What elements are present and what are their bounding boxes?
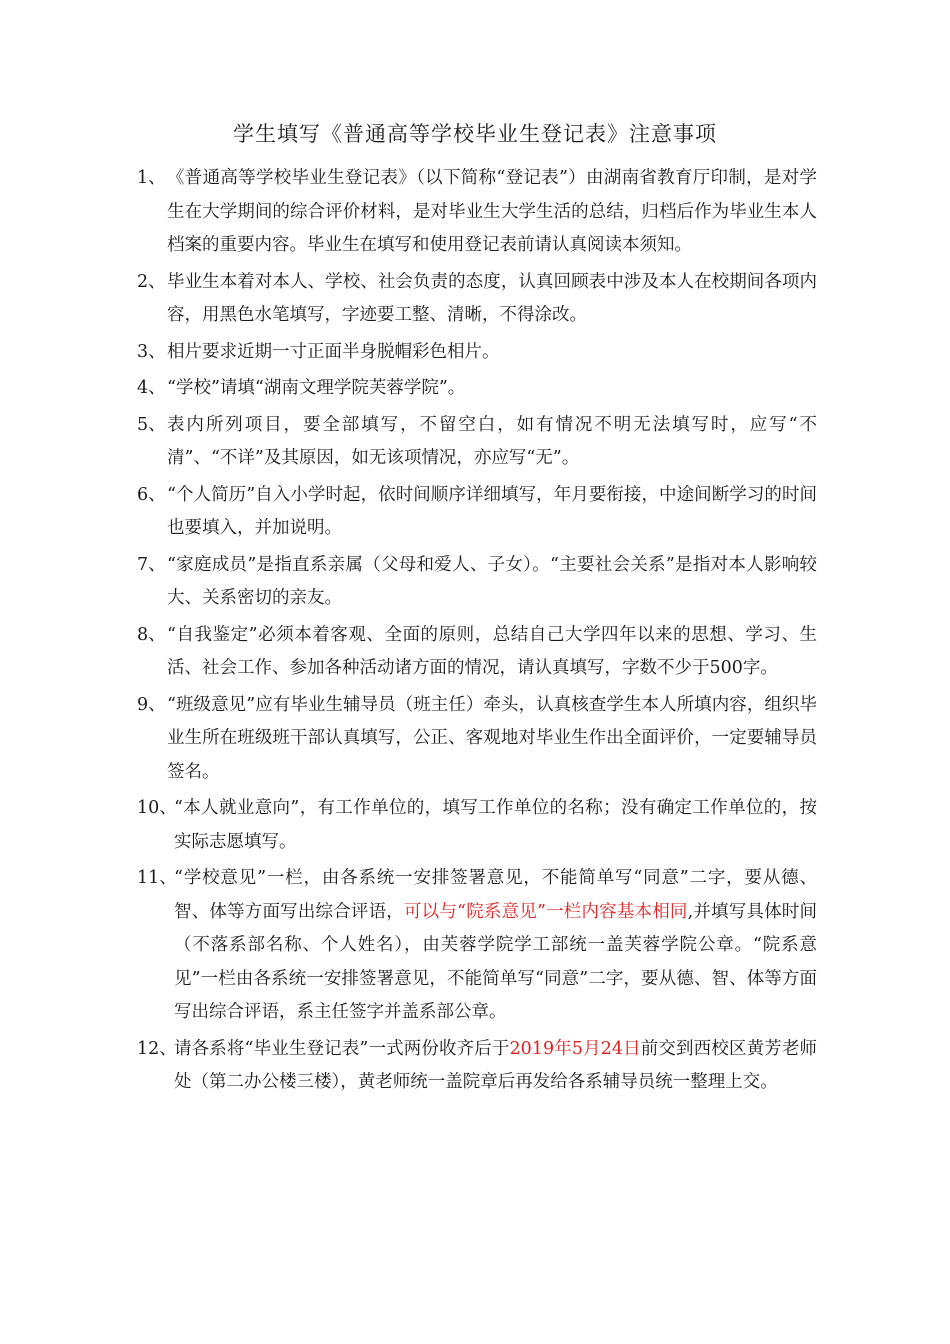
item-text: “学校意见”一栏，由各系统一安排签署意见，不能简单写“同意”二字，要从德、智、体等方面写出综合评语，	[174, 868, 817, 922]
item-number: 4、	[137, 378, 166, 398]
page-title: 学生填写《普通高等学校毕业生登记表》注意事项	[233, 122, 717, 146]
item-text: “学校”请填“湖南文理学院芙蓉学院”。	[167, 378, 466, 398]
item-text: “家庭成员”是指直系亲属（父母和爱人、子女）。“主要社会关系”是指对本人影响较大、关系密切的亲友。	[167, 554, 817, 608]
item-text: “个人简历”自入小学时起，依时间顺序详细填写，年月要衔接，中途间断学习的时间也要填入，并加说明。	[167, 484, 817, 538]
highlighted-date: 2019年5月24日	[509, 1038, 641, 1059]
item-text: “班级意见”应有毕业生辅导员（班主任）牵头，认真核查学生本人所填内容，组织毕业生所在班级班干部认真填写，公正、客观地对毕业生作出全面评价，一定要辅导员签名。	[167, 694, 817, 782]
item-text: 请各系将“毕业生登记表”一式两份收齐后于	[174, 1038, 510, 1059]
item-number: 8、	[137, 624, 166, 645]
item-text: “本人就业意向”，有工作单位的，填写工作单位的名称；没有确定工作单位的，按实际志愿填写。	[174, 798, 817, 852]
notice-list	[137, 162, 817, 1103]
item-number: 7、	[137, 554, 166, 575]
item-number: 11、	[137, 868, 177, 888]
item-number: 1、	[137, 168, 166, 188]
item-text: 表内所列项目，要全部填写，不留空白，如有情况不明无法填写时，应写“不清”、“不详”及其原因，如无该项情况，亦应写“无”。	[167, 414, 817, 468]
item-number: 10、	[137, 798, 177, 818]
highlighted-text: 可以与“院系意见”一栏内容基本相同	[403, 901, 688, 922]
item-text: 毕业生本着对本人、学校、社会负责的态度，认真回顾表中涉及本人在校期间各项内容，用黑色水笔填写，字迹要工整、清晰，不得涂改。	[167, 271, 817, 325]
list-item	[137, 862, 817, 1030]
list-item	[137, 409, 817, 476]
list-item	[137, 619, 817, 686]
item-text: 前交到西校区黄芳老师处（第二办公楼三楼），黄老师统一盖院章后再发给各系辅导员统一整理上交。	[174, 1038, 817, 1092]
item-number: 6、	[137, 484, 166, 505]
item-text: 《普通高等学校毕业生登记表》（以下简称“登记表”）由湖南省教育厅印制，是对学生在大学期间的综合评价材料，是对毕业生大学生活的总结，归档后作为毕业生本人档案的重要内容。毕业生在填写和使用登记表前请认真阅读本须知。	[167, 168, 817, 255]
list-item	[137, 792, 817, 859]
list-item	[137, 479, 817, 546]
item-number: 5、	[137, 414, 166, 435]
list-item	[137, 336, 817, 370]
item-text: 相片要求近期一寸正面半身脱帽彩色相片。	[167, 341, 500, 362]
list-item	[137, 689, 817, 790]
item-number: 12、	[137, 1038, 177, 1059]
item-text: ,并填写具体时间（不落系部名称、个人姓名），由芙蓉学院学工部统一盖芙蓉学院公章。“院系意见”一栏由各系统一安排签署意见，不能简单写“同意”二字，要从德、智、体等方面写出综合评语，系主任签字并盖系部公章。	[174, 901, 818, 1022]
item-number: 3、	[137, 341, 166, 362]
list-item	[137, 1033, 817, 1100]
list-item	[137, 549, 817, 616]
list-item	[137, 162, 817, 263]
list-item	[137, 372, 817, 406]
item-number: 9、	[137, 694, 166, 715]
item-number: 2、	[137, 271, 166, 292]
item-text: “自我鉴定”必须本着客观、全面的原则，总结自己大学四年以来的思想、学习、生活、社会工作、参加各种活动诸方面的情况，请认真填写，字数不少于500字。	[167, 624, 817, 678]
list-item	[137, 266, 817, 333]
